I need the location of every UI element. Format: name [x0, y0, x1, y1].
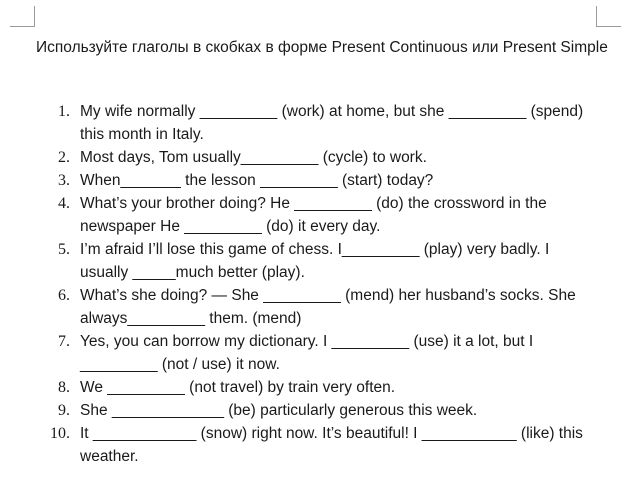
exercise-item: [0, 399, 600, 422]
exercise-text: What’s your brother doing? He _________ (do) the crossword in the newspaper He _________ (do) it every day.: [80, 195, 547, 235]
exercise-text: Most days, Tom usually_________ (cycle) to work.: [80, 149, 427, 166]
exercise-number: 6.: [58, 287, 70, 304]
exercise-text: She _____________ (be) particularly generous this week.: [80, 402, 478, 419]
exercise-item: [0, 376, 600, 399]
exercise-item: [0, 422, 600, 468]
exercise-item: [0, 169, 600, 192]
exercise-number: 7.: [58, 333, 70, 350]
exercise-item: [0, 330, 600, 376]
exercise-instruction: Используйте глаголы в скобках в форме Present Continuous или Present Simple: [36, 39, 608, 56]
exercise-text: It ____________ (snow) right now. It’s beautiful! I ___________ (like) this weather.: [80, 425, 583, 465]
exercise-text: My wife normally _________ (work) at home, but she _________ (spend) this month in Italy.: [80, 103, 584, 143]
exercise-item: [0, 192, 600, 238]
exercise-number: 4.: [58, 195, 70, 212]
page-corner-mark-right: [596, 6, 621, 27]
exercise-number: 3.: [58, 172, 70, 189]
exercise-item: [0, 238, 600, 284]
exercise-text: We _________ (not travel) by train very often.: [80, 379, 396, 396]
exercise-item: [0, 284, 600, 330]
exercise-number: 9.: [58, 402, 70, 419]
exercise-list: [0, 100, 630, 468]
page-corner-mark-left: [10, 6, 35, 27]
exercise-item: [0, 146, 600, 169]
exercise-text: I’m afraid I’ll lose this game of chess. I_________ (play) very badly. I usually _____much better (play).: [80, 241, 550, 281]
exercise-number: 10.: [50, 425, 70, 442]
exercise-text: Yes, you can borrow my dictionary. I _________ (use) it a lot, but I _________ (not / use) it now.: [80, 333, 534, 373]
exercise-number: 5.: [58, 241, 70, 258]
exercise-number: 2.: [58, 149, 70, 166]
exercise-item: [0, 100, 600, 146]
exercise-number: 1.: [58, 103, 70, 120]
exercise-text: What’s she doing? — She _________ (mend) her husband’s socks. She always_________ them. (mend): [80, 287, 576, 327]
exercise-text: When_______ the lesson _________ (start) today?: [80, 172, 434, 189]
exercise-number: 8.: [58, 379, 70, 396]
